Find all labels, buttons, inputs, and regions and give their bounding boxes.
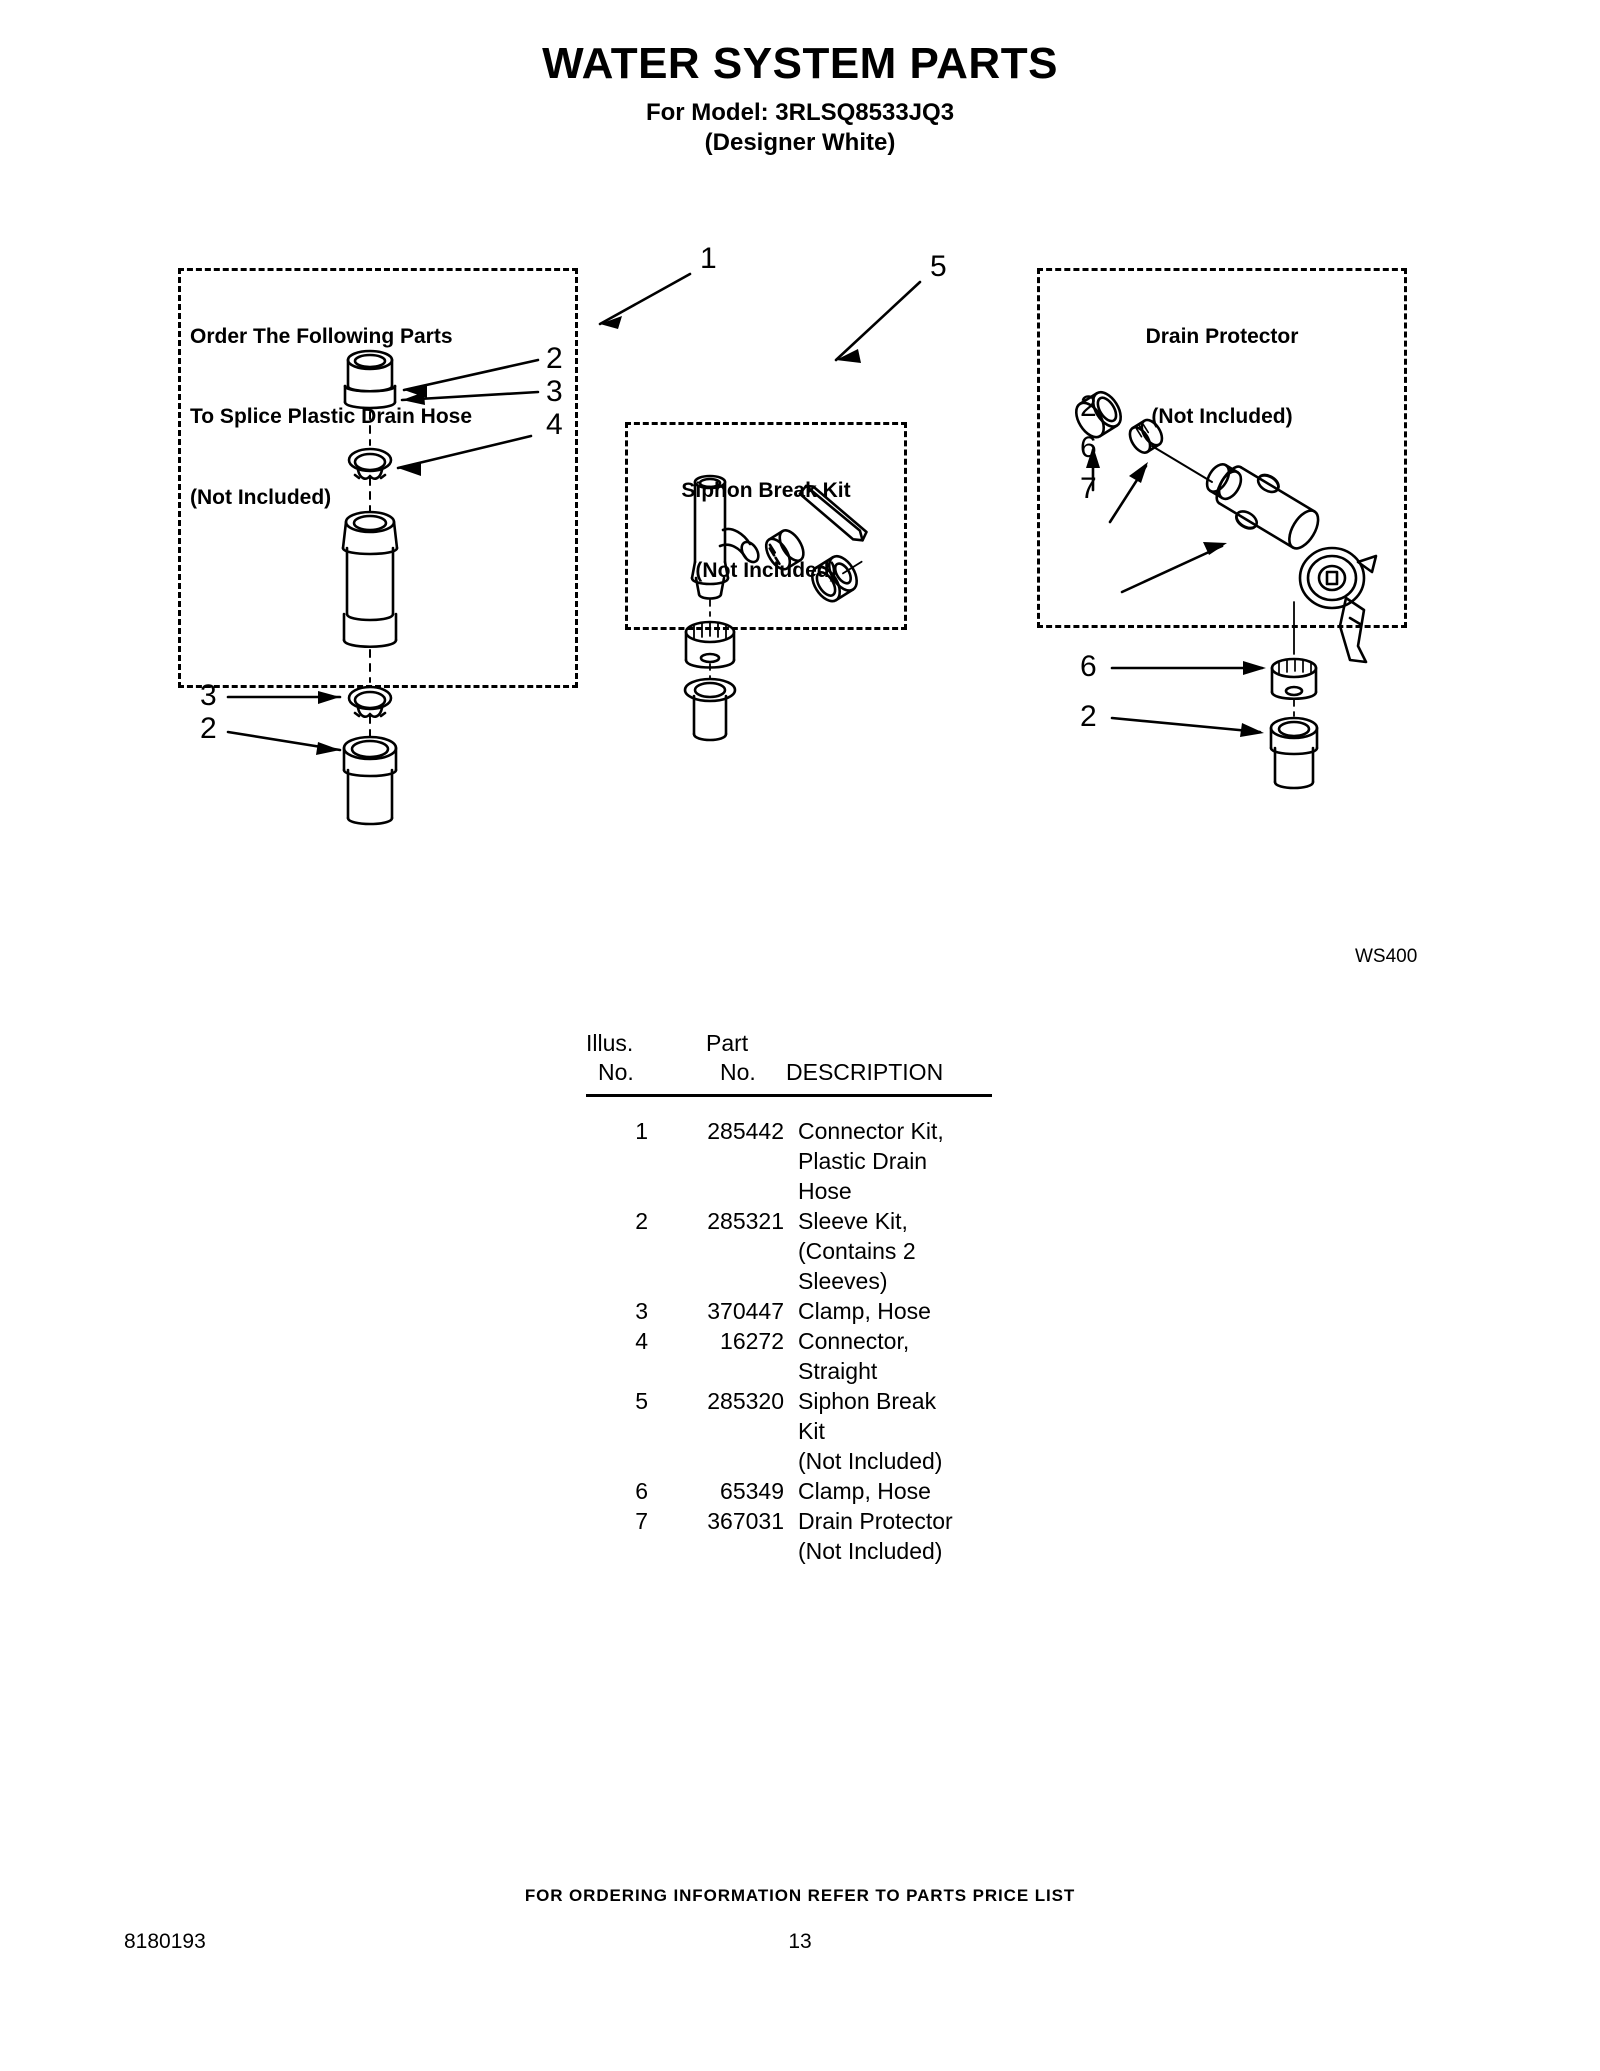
table-row-line [586,1240,1016,1270]
cell-part-no: 285321 [707,1208,784,1234]
ordering-info-note: FOR ORDERING INFORMATION REFER TO PARTS PRICE LIST [524,1886,1076,1905]
cell-description: Sleeves) [798,1268,888,1294]
cell-illus-no: 6 [635,1478,648,1504]
table-header-row [586,1032,1016,1094]
cell-description: Clamp, Hose [798,1298,931,1324]
cell-part-no: 65349 [720,1478,784,1504]
cell-illus-no: 1 [635,1118,648,1144]
table-row [586,1120,1016,1210]
callout-left-3-bottom: 3 [200,679,217,712]
document-number: 8180193 [124,1930,206,1953]
splice-caption-line-1: Order The Following Parts [190,324,453,348]
table-row-line [586,1540,1016,1570]
cell-description: Siphon Break [798,1388,937,1414]
callout-left-2-bottom: 2 [200,712,217,745]
cell-description: Hose [798,1178,852,1204]
cell-description: (Contains 2 [798,1238,916,1264]
table-row [586,1510,1016,1570]
table-row-line [586,1210,1016,1240]
cell-description: Kit [798,1418,825,1444]
callout-left-4: 4 [546,408,563,441]
page-number: 13 [788,1930,812,1953]
table-row-line [586,1480,1016,1510]
callout-right-2-bottom: 2 [1080,700,1097,733]
splice-caption-line-2: To Splice Plastic Drain Hose [190,405,473,429]
drawing-code: WS400 [1355,946,1418,967]
splice-caption-line-3: (Not Included) [190,486,332,509]
table-row-line [586,1180,1016,1210]
cell-description: Drain Protector [798,1508,953,1534]
cell-description: Plastic Drain [798,1148,928,1174]
callout-right-6-top: 6 [1080,431,1097,464]
cell-description: (Not Included) [798,1538,943,1564]
cell-illus-no: 3 [635,1298,648,1324]
table-row [586,1390,1016,1480]
header-part-line2: No. [720,1059,756,1085]
siphon-caption-line-1: Siphon Break Kit [681,478,851,502]
table-row [586,1480,1016,1510]
table-row-line [586,1270,1016,1300]
header-illus-line1: Illus. [586,1030,634,1056]
callout-left-2-top: 2 [546,342,563,375]
cell-illus-no: 2 [635,1208,648,1234]
table-row-line [586,1300,1016,1330]
protector-caption-line-1: Drain Protector [1145,324,1299,348]
model-line: For Model: 3RLSQ8533JQ3 [645,99,955,127]
cell-illus-no: 5 [635,1388,648,1414]
cell-description: Connector, [798,1328,910,1354]
table-row-line [586,1450,1016,1480]
page-title: WATER SYSTEM PARTS [542,39,1058,88]
cell-description: (Not Included) [798,1448,943,1474]
table-row [586,1300,1016,1330]
table-row-line [586,1420,1016,1450]
header-description: DESCRIPTION [786,1059,944,1085]
parts-table [586,1030,1016,1564]
cell-part-no: 16272 [720,1328,784,1354]
header-part-line1: Part [706,1030,749,1056]
cell-description: Sleeve Kit, [798,1208,908,1234]
table-row-line [586,1150,1016,1180]
cell-illus-no: 4 [635,1328,648,1354]
callout-5: 5 [930,250,947,283]
cell-description: Connector Kit, [798,1118,944,1144]
cell-description: Clamp, Hose [798,1478,931,1504]
cell-part-no: 367031 [707,1508,784,1534]
cell-part-no: 285442 [707,1118,784,1144]
cell-illus-no: 7 [635,1508,648,1534]
table-row [586,1210,1016,1300]
table-body [586,1120,1016,1570]
protector-caption-line-2: (Not Included) [1151,405,1293,429]
callout-right-7: 7 [1080,472,1097,505]
siphon-caption-line-2: (Not Included) [695,559,837,583]
callout-1: 1 [700,242,717,275]
diagram-artwork [0,250,1600,970]
callout-left-3-top: 3 [546,375,563,408]
table-row [586,1330,1016,1390]
exploded-parts-diagram [0,242,1600,970]
table-row-line [586,1330,1016,1360]
header-illus-line2: No. [598,1059,634,1085]
cell-part-no: 370447 [707,1298,784,1324]
variant-line: (Designer White) [704,129,896,157]
table-row-line [586,1510,1016,1540]
cell-part-no: 285320 [707,1388,784,1414]
cell-description: Straight [798,1358,878,1384]
table-header-rule [586,1094,992,1097]
page-header [0,40,1600,158]
table-row-line [586,1120,1016,1150]
callout-right-2-top: 2 [1080,390,1097,423]
callout-right-6-bottom: 6 [1080,650,1097,683]
table-row-line [586,1390,1016,1420]
table-row-line [586,1360,1016,1390]
